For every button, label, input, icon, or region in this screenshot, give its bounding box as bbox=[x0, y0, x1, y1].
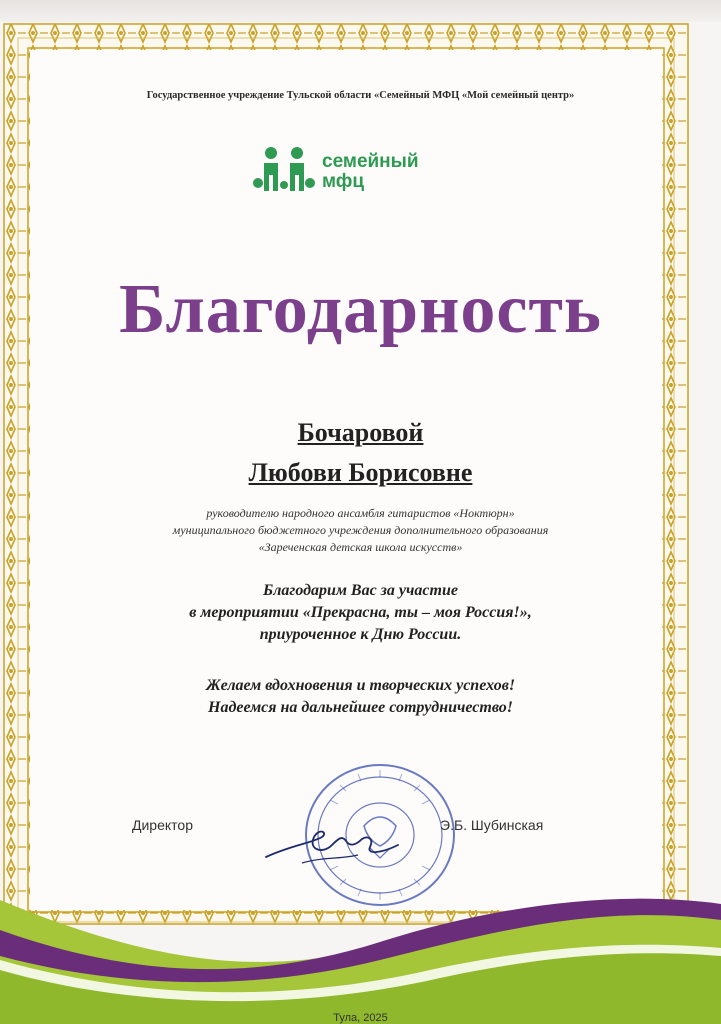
thanks-line-2: в мероприятии «Прекрасна, ты – моя Россия!», bbox=[189, 604, 532, 621]
decorative-waves bbox=[0, 860, 721, 1024]
thanks-line-1: Благодарим Вас за участие bbox=[263, 582, 458, 599]
document-title: Благодарность bbox=[119, 271, 602, 348]
place-year: Тула, 2025 bbox=[333, 1012, 388, 1024]
recipient-given-names: Любови Борисовне bbox=[248, 458, 473, 487]
logo-line2: мфц bbox=[322, 171, 365, 192]
wish-line-2: Надеемся на дальнейшее сотрудничество! bbox=[208, 699, 513, 716]
director-label: Директор bbox=[132, 817, 193, 833]
organization-header: Государственное учреждение Тульской области «Семейный МФЦ «Мой семейный центр» bbox=[146, 90, 575, 101]
role-line-2: муниципального бюджетного учреждения дополнительного образования bbox=[172, 523, 549, 537]
logo-wordmark bbox=[322, 152, 419, 192]
director-name: Э.Б. Шубинская bbox=[440, 817, 544, 833]
recipient-role bbox=[0, 505, 721, 556]
wishes-message bbox=[0, 675, 721, 719]
wish-line-1: Желаем вдохновения и творческих успехов! bbox=[205, 677, 516, 694]
role-line-1: руководителю народного ансамбля гитаристов «Ноктюрн» bbox=[206, 506, 515, 520]
role-line-3: «Зареченская детская школа искусств» bbox=[258, 540, 463, 554]
recipient-surname: Бочаровой bbox=[297, 418, 424, 447]
thanks-message bbox=[0, 580, 721, 646]
logo-line1: семейный bbox=[322, 151, 419, 172]
thanks-line-3: приуроченное к Дню России. bbox=[259, 626, 462, 643]
